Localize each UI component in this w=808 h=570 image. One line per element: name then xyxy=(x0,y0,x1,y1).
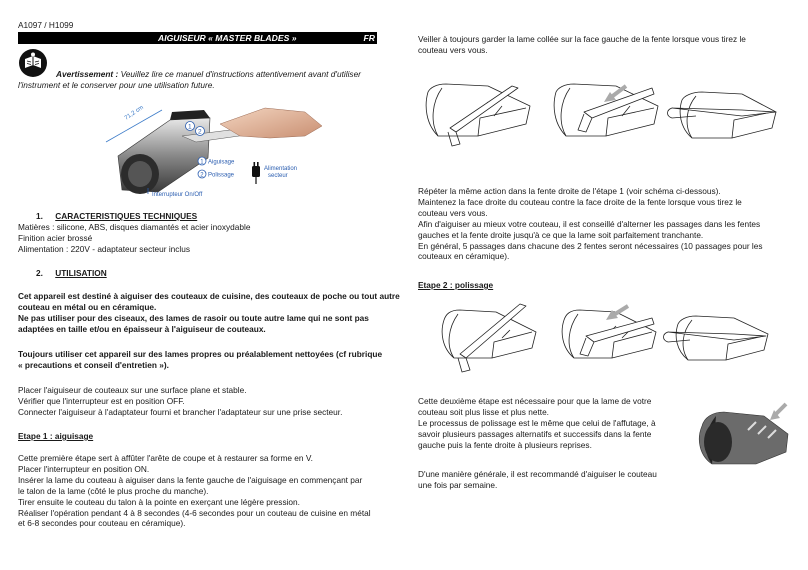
section-1-title: CARACTERISTIQUES TECHNIQUES xyxy=(55,211,198,221)
text-line: le talon de la lame (côté le plus proche du manche). xyxy=(18,485,209,496)
step-2-illustrations xyxy=(436,298,776,378)
power-plug-icon xyxy=(252,162,260,184)
section-1-number: 1. xyxy=(36,211,43,221)
step-1-paragraph xyxy=(18,453,371,529)
legend-polishing: Polissage xyxy=(208,172,235,179)
clean-blades-paragraph xyxy=(18,349,382,371)
text-line: adaptées en taille et/ou en épaisseur à l'aiguiseur de couteaux. xyxy=(18,323,266,334)
text-line: Connecter l'aiguiseur à l'adaptateur fourni et brancher l'adaptateur sur une prise secteur. xyxy=(18,406,343,417)
sharpener-drawing xyxy=(426,84,530,146)
svg-text:2: 2 xyxy=(200,172,204,179)
warning-line-2: l'instrument et le conserver pour une utilisation future. xyxy=(18,79,215,90)
warning-block xyxy=(18,69,377,91)
step-1-illustrations xyxy=(420,72,780,164)
language-code: FR xyxy=(363,33,375,43)
text-line: Veiller à toujours garder la lame collée sur la face gauche de la fente lorsque vous tirez le xyxy=(418,34,746,44)
switch-label: Interrupteur On/Off xyxy=(152,192,203,198)
section-2-title: UTILISATION xyxy=(55,268,107,278)
section-1-heading xyxy=(36,211,197,222)
text-line: couteau vers vous. xyxy=(418,44,488,55)
frequency-paragraph xyxy=(418,469,657,491)
sharpener-drawing xyxy=(554,84,658,136)
spec-line: Alimentation : 220V - adaptateur secteur inclus xyxy=(18,243,191,254)
sharpener-drawing xyxy=(664,316,769,360)
text-line: D'une manière générale, il est recommandé d'aiguiser le couteau xyxy=(418,469,657,479)
text-line: Cette première étape sert à affûter l'arête de coupe et à restaurer sa forme en V. xyxy=(18,453,313,463)
text-line: Placer l'interrupteur en position ON. xyxy=(18,463,150,474)
text-line: Cet appareil est destiné à aiguiser des couteaux de cuisine, des couteaux de poche ou tout autre xyxy=(18,291,400,301)
document-reference: A1097 / H1099 xyxy=(18,20,74,30)
text-line: une fois par semaine. xyxy=(418,479,498,490)
polishing-product-figure xyxy=(694,400,794,468)
document-title: AIGUISEUR « MASTER BLADES » xyxy=(158,33,297,43)
svg-text:1: 1 xyxy=(200,159,204,166)
polishing-paragraph xyxy=(418,396,680,451)
text-line: savoir plusieurs passages alternatifs et successifs dans la fente xyxy=(418,428,652,439)
right-slot-paragraph xyxy=(418,186,783,262)
spec-line: Finition acier brossé xyxy=(18,232,93,243)
slot-marker-1: 1 xyxy=(188,123,192,131)
text-line: « precautions et conseil d'entretien »). xyxy=(18,359,169,370)
warning-line-1: Veuillez lire ce manuel d'instructions attentivement avant d'utiliser xyxy=(120,69,361,79)
text-line: Réaliser l'opération pendant 4 à 8 secondes (4-6 secondes pour un couteau de cuisine en métal xyxy=(18,507,371,518)
text-line: gauches et la fente droite jusqu'à ce que la lame soit parfaitement tranchante. xyxy=(418,229,704,240)
usage-warning-paragraph xyxy=(18,291,400,335)
text-line: Placer l'aiguiseur de couteaux sur une surface plane et stable. xyxy=(18,385,247,395)
section-2-number: 2. xyxy=(36,268,43,278)
text-line: Maintenez la face droite du couteau contre la face droite de la fente lorsque vous tirez le xyxy=(418,196,742,207)
text-line: et 6-8 secondes pour couteau en céramique). xyxy=(18,518,186,529)
text-line: gauche puis la fente droite à plusieurs reprises. xyxy=(418,439,592,450)
text-line: couteau en métal ou en céramique. xyxy=(18,301,157,312)
slot-marker-2: 2 xyxy=(198,128,202,136)
text-line: couteau soit plus lisse et plus nette. xyxy=(418,406,549,417)
legend-sharpening: Aiguisage xyxy=(208,159,235,166)
setup-paragraph xyxy=(18,385,342,418)
sharpener-drawing xyxy=(442,304,536,372)
text-line: Insérer la lame du couteau à aiguiser dans la fente gauche de l'aiguisage en commençant par xyxy=(18,474,363,485)
text-line: Afin d'aiguiser au mieux votre couteau, il est conseillé d'alterner les passages dans les fentes xyxy=(418,218,761,229)
step-1-title: Etape 1 : aiguisage xyxy=(18,431,94,441)
text-line: Répéter la même action dans la fente droite de l'étape 1 (voir schéma ci-dessous). xyxy=(418,186,721,196)
text-line: Vérifier que l'interrupteur est en position OFF. xyxy=(18,395,185,406)
power-label-2: secteur xyxy=(268,173,288,179)
text-line: En général, 5 passages dans chacune des 2 fentes seront nécessaires (10 passages pour les xyxy=(418,240,763,251)
product-figure xyxy=(100,98,330,198)
step-2-title: Etape 2 : polissage xyxy=(418,280,494,290)
text-line: Toujours utiliser cet appareil sur des lames propres ou préalablement nettoyées (cf rubrique xyxy=(18,349,383,359)
dimension-label: 71,2 cm xyxy=(123,104,145,122)
text-line: Cette deuxième étape est nécessaire pour que la lame de votre xyxy=(418,396,652,406)
sharpener-drawing xyxy=(668,92,777,138)
text-line: Le processus de polissage est le même que celui de l'affutage, à xyxy=(418,417,656,428)
text-line: couteaux en céramique). xyxy=(418,251,510,262)
text-line: couteau vers vous. xyxy=(418,207,488,218)
text-line: Ne pas utiliser pour des ciseaux, des lames de rasoir ou toute autre lame qui ne sont pas xyxy=(18,312,369,323)
warning-label: Avertissement : xyxy=(56,69,119,79)
tech-specs xyxy=(18,222,250,255)
intro-paragraph xyxy=(418,34,746,56)
text-line: Tirer ensuite le couteau du talon à la pointe en exerçant une légère pression. xyxy=(18,496,300,507)
power-label-1: Alimentation xyxy=(264,166,298,172)
spec-line: Matières : silicone, ABS, disques diamantés et acier inoxydable xyxy=(18,222,251,232)
section-2-heading xyxy=(36,268,107,279)
title-bar xyxy=(18,32,377,44)
